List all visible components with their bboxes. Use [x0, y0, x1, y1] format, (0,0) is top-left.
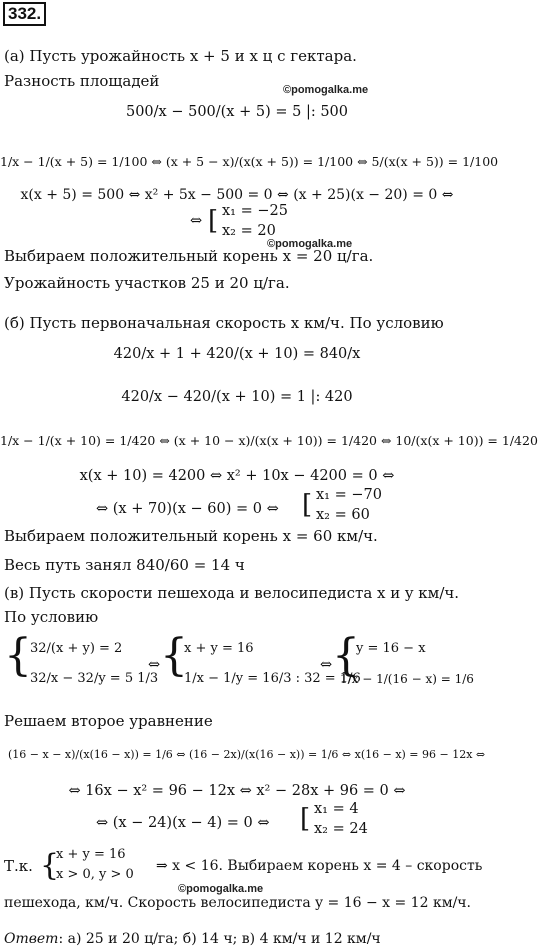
part-c-sys1-b: 32/x − 32/y = 5 1/3 [30, 671, 159, 686]
part-b-eq5: ⇔ (x + 70)(x − 60) = 0 ⇔ [96, 501, 279, 517]
system-brace: { [4, 630, 32, 681]
part-c-tk-a: x + y = 16 [56, 847, 126, 862]
part-c-solve-label: Решаем второе уравнение [4, 712, 213, 730]
equiv-sign: ⇔ [320, 657, 333, 673]
part-a-eq1: 500/x − 500/(x + 5) = 5 |: 500 [125, 104, 348, 120]
answer-text: : а) 25 и 20 ц/га; б) 14 ч; в) 4 км/ч и 12 км/ч [58, 931, 381, 947]
system-brace: { [160, 630, 188, 681]
part-b-root2: x₂ = 60 [316, 507, 370, 523]
part-b-intro: (б) Пусть первоначальная скорость x км/ч. По условию [4, 314, 444, 332]
system-bracket: [ [208, 206, 219, 236]
answer-label: Ответ [4, 931, 59, 947]
system-brace: { [332, 630, 360, 681]
part-a-eq3: x(x + 5) = 500 ⇔ x² + 5x − 500 = 0 ⇔ (x + 25)(x − 20) = 0 ⇔ [20, 187, 454, 203]
part-c-sys3-b: 1/x − 1/(16 − x) = 1/6 [340, 672, 474, 686]
part-b-total: Весь путь занял 840/60 = 14 ч [4, 556, 245, 574]
equiv-sign: ⇔ [148, 657, 161, 673]
part-a-choose: Выбираем положительный корень x = 20 ц/га. [4, 247, 374, 265]
watermark: ©pomogalka.me [178, 883, 264, 895]
final-answer [4, 930, 381, 948]
part-b-eq3: 1/x − 1/(x + 10) = 1/420 ⇔ (x + 10 − x)/(x(x + 10)) = 1/420 ⇔ 10/(x(x + 10)) = 1/420 [0, 433, 538, 448]
part-a-answer-line: Урожайность участков 25 и 20 ц/га. [4, 274, 290, 292]
part-c-tk-prefix: Т.к. [4, 857, 33, 875]
part-c-tk-rest: ⇒ x < 16. Выбираем корень x = 4 – скорость [156, 858, 483, 874]
part-c-sys1-a: 32/(x + y) = 2 [30, 641, 123, 656]
problem-number: 332. [3, 2, 46, 26]
part-c-sys2-a: x + y = 16 [184, 641, 254, 656]
system-bracket: [ [302, 490, 313, 520]
part-b-choose: Выбираем положительный корень x = 60 км/ч. [4, 527, 378, 545]
part-a-diff-label: Разность площадей [4, 72, 160, 90]
part-c-eq1: (16 − x − x)/(x(16 − x)) = 1/6 ⇔ (16 − 2x)/(x(16 − x)) = 1/6 ⇔ x(16 − x) = 96 − 12x ⇔ [8, 748, 486, 761]
system-brace: { [40, 848, 60, 883]
part-a-root1: x₁ = −25 [222, 203, 288, 219]
part-c-intro: (в) Пусть скорости пешехода и велосипедиста x и y км/ч. [4, 584, 460, 602]
part-a-eq2: 1/x − 1/(x + 5) = 1/100 ⇔ (x + 5 − x)/(x(x + 5)) = 1/100 ⇔ 5/(x(x + 5)) = 1/100 [0, 154, 499, 169]
part-b-eq2: 420/x − 420/(x + 10) = 1 |: 420 [121, 389, 353, 405]
part-c-tk-b: x > 0, y > 0 [56, 867, 134, 882]
part-c-root1: x₁ = 4 [314, 801, 359, 817]
part-a-intro: (а) Пусть урожайность x + 5 и x ц с гектара. [4, 47, 357, 65]
part-c-root2: x₂ = 24 [314, 821, 368, 837]
part-a-root2: x₂ = 20 [222, 223, 276, 239]
part-b-root1: x₁ = −70 [316, 487, 382, 503]
part-a-sys-prefix: ⇔ [190, 213, 203, 229]
part-c-eq2: ⇔ 16x − x² = 96 − 12x ⇔ x² − 28x + 96 = 0 ⇔ [68, 783, 406, 799]
system-bracket: [ [300, 804, 311, 834]
part-c-eq3: ⇔ (x − 24)(x − 4) = 0 ⇔ [96, 815, 270, 831]
watermark: ©pomogalka.me [267, 238, 353, 250]
part-c-last: пешехода, км/ч. Скорость велосипедиста y = 16 − x = 12 км/ч. [4, 895, 472, 911]
part-b-eq4: x(x + 10) = 4200 ⇔ x² + 10x − 4200 = 0 ⇔ [79, 468, 395, 484]
watermark: ©pomogalka.me [283, 84, 369, 96]
part-b-eq1: 420/x + 1 + 420/(x + 10) = 840/x [113, 346, 361, 362]
part-c-cond: По условию [4, 608, 99, 626]
part-c-sys3-a: y = 16 − x [356, 641, 426, 656]
part-c-sys2-b: 1/x − 1/y = 16/3 : 32 = 1/6 [184, 671, 361, 686]
